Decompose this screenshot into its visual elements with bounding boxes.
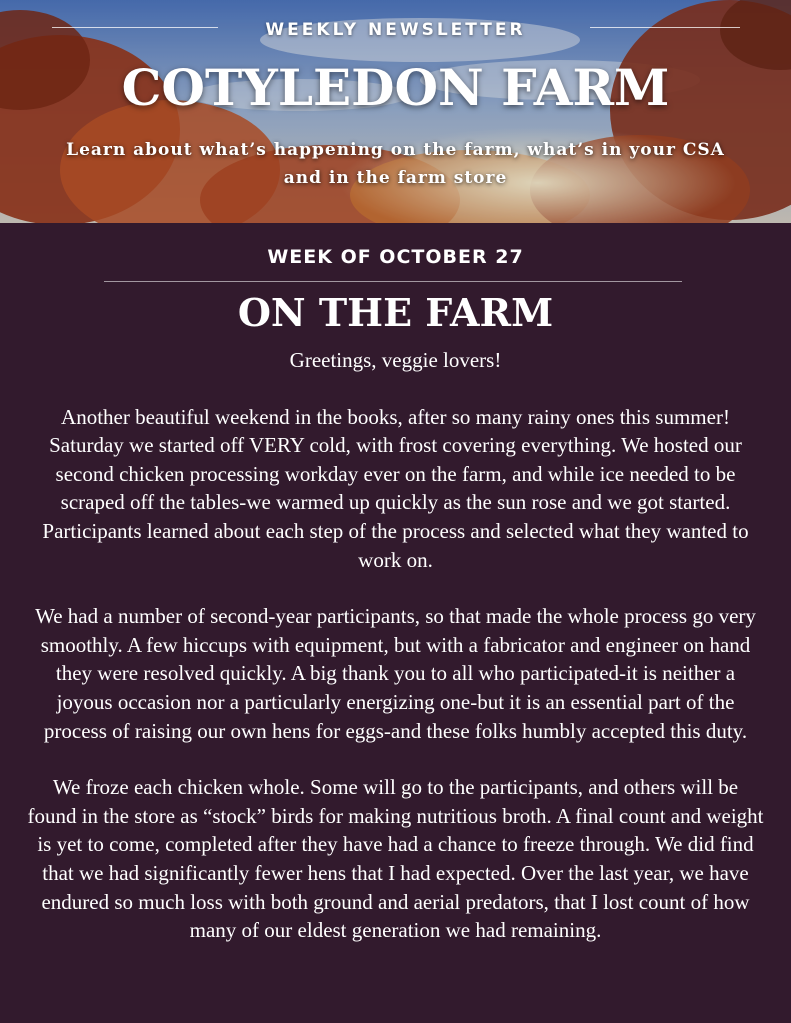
section-title: ON THE FARM — [237, 290, 554, 335]
paragraph-2: We had a number of second-year participants, so that made the whole process go very smoothly. A few hiccups with equipment, but with a fabricator and engineer on hand they were resolved quickly. A big thank you to all who participated-it is neither a joyous occasion nor a particularly energizing one-but it is an essential part of the process of raising our own hens for eggs-and these folks humbly accepted this duty. — [35, 604, 756, 743]
paragraph-3: We froze each chicken whole. Some will go to the participants, and others will be found in the store as “stock” birds for making nutritious broth. A final count and weight is yet to come, completed after they have had a chance to freeze through. We did find that we had significantly fewer hens that I had expected. Over the last year, we have endured so much loss with both ground and aerial predators, that I lost count of how many of our eldest generation we had remaining. — [27, 775, 764, 943]
week-label: WEEK OF OCTOBER 27 — [267, 246, 524, 268]
section-divider — [104, 281, 682, 282]
paragraph-1: Another beautiful weekend in the books, after so many rainy ones this summer! Saturday we started off VERY cold, with frost covering everything. We hosted our second chicken processing workday ever on the farm, and while ice needed to be scraped off the tables-we warmed up quickly as the sun rose and we got started. Participants learned about each step of the process and selected what they wanted to work on. — [42, 404, 749, 572]
article-body — [26, 346, 765, 973]
farm-title: COTYLEDON FARM — [121, 58, 670, 117]
header-banner — [0, 0, 791, 223]
greeting: Greetings, veggie lovers! — [289, 348, 502, 372]
header-tagline: Learn about what’s happening on the farm, what’s in your CSA and in the farm store — [66, 140, 725, 188]
header-content — [0, 0, 791, 223]
newsletter-kicker: WEEKLY NEWSLETTER — [265, 20, 526, 40]
